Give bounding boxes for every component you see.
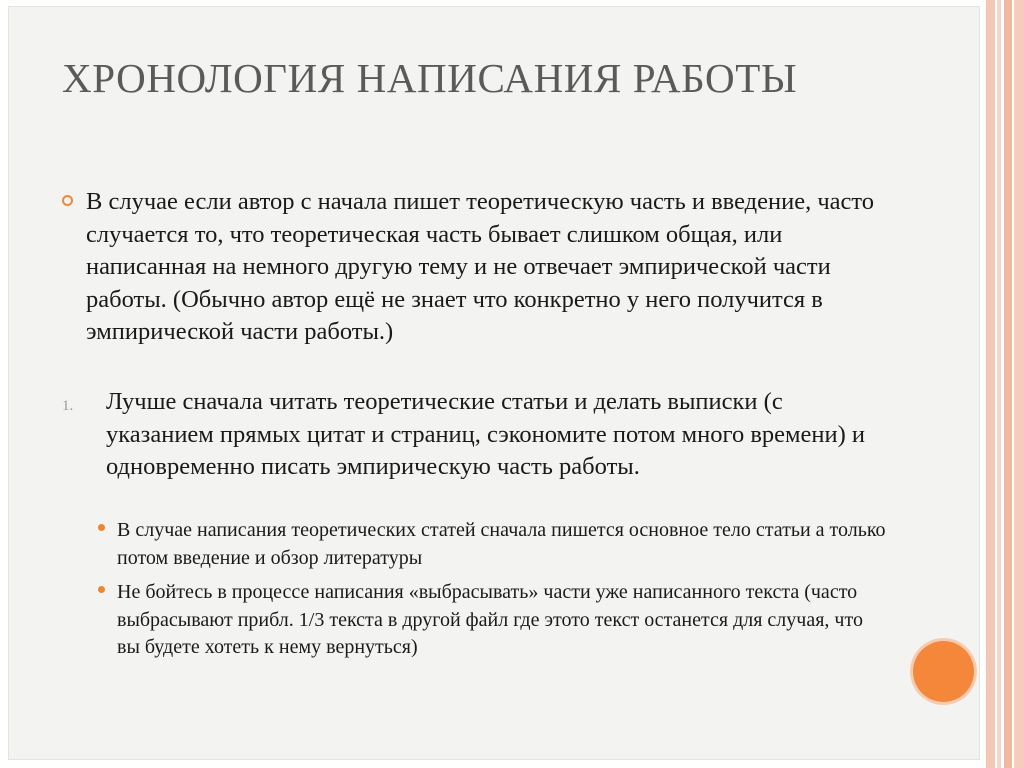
- decor-circle: [913, 641, 974, 702]
- list-number: 1.: [62, 398, 74, 414]
- numbered-item-text: Лучше сначала читать теоретические статьи и делать выписки (с указанием прямых цитат и страниц, сэкономите потом много времени) и одновременно писать эмпирическую часть работы.: [106, 388, 866, 480]
- bullet-text: В случае если автор с начала пишет теоретическую часть и введение, часто случается то, что теоретическая часть бывает слишком общая, или написанная на немного другую тему и не отвечает эмпирической части работы. (Обычно автор ещё не знает что конкретно у него получится в эмпирической части работы.): [86, 188, 875, 345]
- decor-stripe: [1014, 0, 1024, 768]
- dot-bullet-icon: [98, 586, 105, 593]
- sub-bullet-text: В случае написания теоретических статей сначала пишется основное тело статьи а только потом введение и обзор литературы: [117, 519, 886, 569]
- ring-bullet-icon: [62, 195, 73, 206]
- decor-stripe: [986, 0, 995, 768]
- sub-bullet-text: Не бойтесь в процессе написания «выбрасывать» части уже написанного текста (часто выбрасывают прибл. 1/3 текста в другой файл где этото текст останется для случая, что вы будете хотеть к нему вернуться): [117, 581, 863, 658]
- decor-stripe: [997, 0, 1001, 768]
- slide-title: ХРОНОЛОГИЯ НАПИСАНИЯ РАБОТЫ: [62, 55, 798, 101]
- decor-stripe: [1004, 0, 1012, 768]
- dot-bullet-icon: [98, 524, 105, 531]
